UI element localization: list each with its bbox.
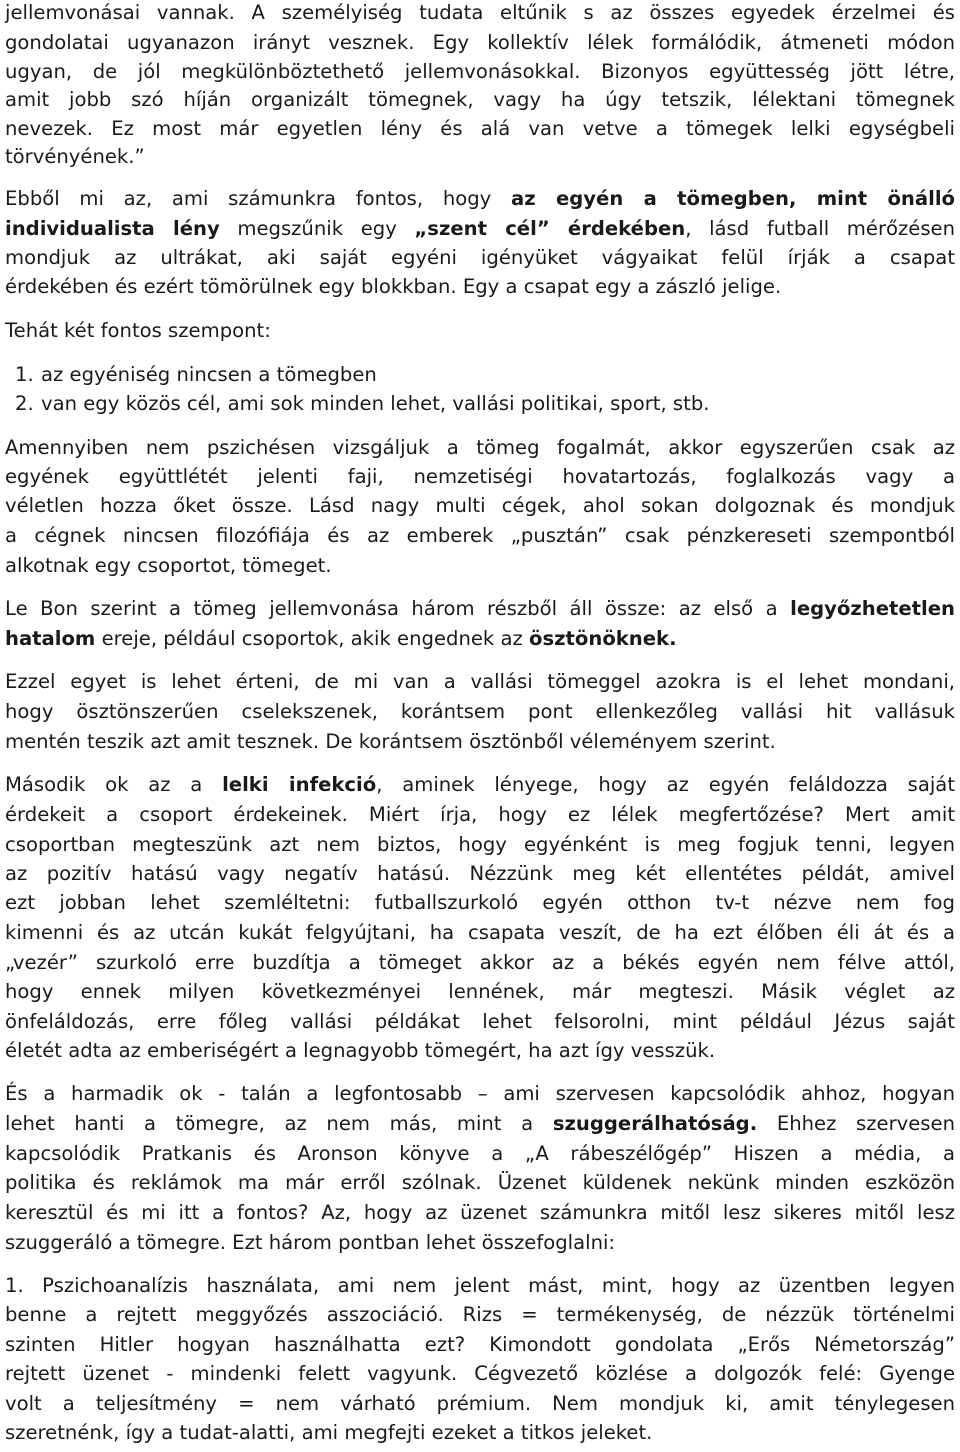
text-run: az egyéniség nincsen a tömegben: [41, 363, 377, 386]
text-line: [5, 697, 955, 727]
text-run: Amennyiben nem pszichésen vizsgáljuk a tömeg fogalmát, akkor egyszerűen csak az: [5, 436, 955, 459]
text-run: szuggeráló a tömegre. Ezt három pontban lehet összefoglalni:: [5, 1231, 616, 1254]
text-line: [5, 727, 955, 757]
text-line: [5, 551, 955, 581]
text-line: [5, 433, 955, 463]
text-run: volt a teljesítmény = nem várható prémium. Nem mondjuk ki, amit ténylegesen: [5, 1392, 955, 1415]
text-run: hogy ennek milyen következményei lennének, már megteszi. Másik véglet az: [5, 980, 955, 1003]
text-line: [5, 114, 955, 144]
text-line: [5, 624, 955, 654]
bold-text: „szent cél” érdekében: [414, 217, 686, 240]
text-line: [5, 142, 955, 172]
text-line: [5, 0, 955, 28]
text-line: [5, 1079, 955, 1109]
text-line: [5, 594, 955, 624]
text-line: [5, 667, 955, 697]
text-run: gondolatai ugyanazon irányt vesznek. Egy kollektív lélek formálódik, átmeneti módon: [5, 31, 955, 54]
text-run: Ezzel egyet is lehet érteni, de mi van a vallási tömeggel azokra is el lehet mondani,: [5, 670, 955, 693]
text-line: [5, 918, 955, 948]
text-run: szinten Hitler hogyan használhatta ezt? Kimondott gondolata „Erős Németország”: [5, 1333, 955, 1356]
text-line: [5, 1300, 955, 1330]
text-run: nevezek. Ez most már egyetlen lény és alá van vetve a tömegek lelki egységbeli: [5, 117, 955, 140]
text-run: ezt jobban lehet szemléltetni: futballszurkoló egyén otthon tv-t nézve nem fog: [5, 891, 955, 914]
text-line: [5, 1330, 955, 1360]
text-line: [5, 1359, 955, 1389]
text-run: szeretnénk, így a tudat-alatti, ami megfejti ezeket a titkos jeleket.: [5, 1421, 653, 1444]
text-run: jellemvonásai vannak. A személyiség tudata eltűnik s az összes egyedek érzelmei és: [5, 1, 955, 24]
text-line: [5, 491, 955, 521]
text-run: lehet hanti a tömegre, az nem más, mint a: [5, 1112, 553, 1135]
text-run: érdekeit a csoport érdekeinek. Miért írja, hogy ez lélek megfertőzése? Mert amit: [5, 803, 955, 826]
text-line: [5, 521, 955, 551]
text-line: [5, 214, 955, 244]
text-run: ereje, például csoportok, akik engednek az: [95, 627, 530, 650]
bold-text: ösztönöknek.: [529, 627, 677, 650]
text-run: keresztül és mi itt a fontos? Az, hogy az üzenet számunkra mitől lesz sikeres mitől lesz: [5, 1201, 955, 1224]
text-line: [5, 1036, 955, 1066]
bold-text: az egyén a tömegben, mint önálló: [511, 187, 955, 210]
bold-text: legyőzhetetlen: [790, 597, 955, 620]
text-run: életét adta az emberiségért a legnagyobb tömegért, ha azt így vesszük.: [5, 1039, 716, 1062]
text-run: hogy ösztönszerűen cselekszenek, korántsem pont ellenkezőleg vallási hit vallásuk: [5, 700, 955, 723]
text-run: mondjuk az ultrákat, aki saját egyéni igényüket vágyaikat felül írják a csapat: [5, 246, 955, 269]
text-run: benne a rejtett meggyőzés asszociáció. Rizs = termékenység, de nézzük történelmi: [5, 1303, 955, 1326]
text-run: politika és reklámok ma már erről szólnak. Üzenet küldenek nekünk minden eszközön: [5, 1171, 955, 1194]
text-run: amit jobb szó híján organizált tömegnek, vagy ha úgy tetszik, lélektani tömegnek: [5, 88, 955, 111]
text-run: a cégnek nincsen filozófiája és az emberek „pusztán” csak pénzkereseti szempontból: [5, 524, 955, 547]
text-run: Második ok az a: [5, 773, 223, 796]
text-line: [5, 1228, 955, 1258]
text-run: rejtett üzenet - mindenki felett vagyunk. Cégvezető közlése a dolgozók felé: Gyenge: [5, 1362, 955, 1385]
text-line: [5, 859, 955, 889]
text-line: [5, 272, 955, 302]
text-run: alkotnak egy csoportot, tömeget.: [5, 554, 332, 577]
text-run: „vezér” szurkoló erre buzdítja a tömeget akkor az a békés egyén nem félve attól,: [5, 951, 955, 974]
text-line: [5, 888, 955, 918]
text-line: [5, 1418, 955, 1448]
text-run: Ebből mi az, ami számunkra fontos, hogy: [5, 187, 512, 210]
bold-text: szuggerálhatóság.: [552, 1112, 758, 1135]
text-run: 1. Pszichoanalízis használata, ami nem jelent mást, mint, hogy az üzentben legyen: [5, 1274, 955, 1297]
text-line: [5, 184, 955, 214]
text-run: törvényének.”: [5, 145, 145, 168]
text-line: [5, 830, 955, 860]
text-run: És a harmadik ok - talán a legfontosabb – ami szervesen kapcsolódik ahhoz, hogyan: [5, 1082, 955, 1105]
text-line: [5, 462, 955, 492]
bold-text: lelki infekció: [222, 773, 377, 796]
text-run: véletlen hozza őket össze. Lásd nagy multi cégek, ahol sokan dolgoznak és mondjuk: [5, 494, 955, 517]
text-line: [5, 1389, 955, 1419]
text-line: [5, 85, 955, 115]
text-run: mentén teszik azt amit tesznek. De korántsem ösztönből véleményem szerint.: [5, 730, 776, 753]
list-item: [5, 360, 955, 390]
text-run: Tehát két fontos szempont:: [5, 319, 271, 342]
list-number: 2.: [15, 392, 34, 415]
bold-text: hatalom: [5, 627, 96, 650]
text-line: [5, 1271, 955, 1301]
list-number: 1.: [15, 363, 34, 386]
text-run: az pozitív hatású vagy negatív hatású. Nézzünk meg két ellentétes példát, amivel: [5, 862, 955, 885]
text-line: [5, 316, 955, 346]
text-run: kimenni és az utcán kukát felgyújtani, ha csapata veszít, de ha ezt élőben éli át és a: [5, 921, 955, 944]
text-line: [5, 948, 955, 978]
text-run: Ehhez szervesen: [757, 1112, 955, 1135]
text-run: érdekében és ezért tömörülnek egy blokkban. Egy a csapat egy a zászló jelige.: [5, 275, 782, 298]
text-run: önfeláldozás, erre főleg vallási példákat lehet felsorolni, mint például Jézus saját: [5, 1010, 955, 1033]
text-run: , aminek lényege, hogy az egyén feláldozza saját: [376, 773, 955, 796]
text-run: egyének együttlétét jelenti faji, nemzetiségi hovatartozás, foglalkozás vagy a: [5, 465, 955, 488]
text-line: [5, 1139, 955, 1169]
text-run: , lásd futball mérőzésen: [685, 217, 956, 240]
text-line: [5, 1168, 955, 1198]
text-line: [5, 800, 955, 830]
text-line: [5, 243, 955, 273]
text-line: [5, 1007, 955, 1037]
text-line: [5, 1198, 955, 1228]
text-run: Le Bon szerint a tömeg jellemvonása három részből áll össze: az első a: [5, 597, 791, 620]
text-line: [5, 770, 955, 800]
text-run: van egy közös cél, ami sok minden lehet, vallási politikai, sport, stb.: [41, 392, 710, 415]
text-line: [5, 57, 955, 87]
text-run: megszűnik egy: [219, 217, 415, 240]
bold-text: individualista lény: [5, 217, 220, 240]
text-run: csoportban megteszünk azt nem biztos, hogy egyénként is meg fogjuk tenni, legyen: [5, 833, 955, 856]
text-line: [5, 28, 955, 58]
text-run: kapcsolódik Pratkanis és Aronson könyve a „A rábeszélőgép” Hiszen a média, a: [5, 1142, 955, 1165]
text-run: ugyan, de jól megkülönböztethető jellemvonásokkal. Bizonyos együttesség jött létre,: [5, 60, 955, 83]
text-line: [5, 977, 955, 1007]
text-line: [5, 1109, 955, 1139]
list-item: [5, 389, 955, 419]
